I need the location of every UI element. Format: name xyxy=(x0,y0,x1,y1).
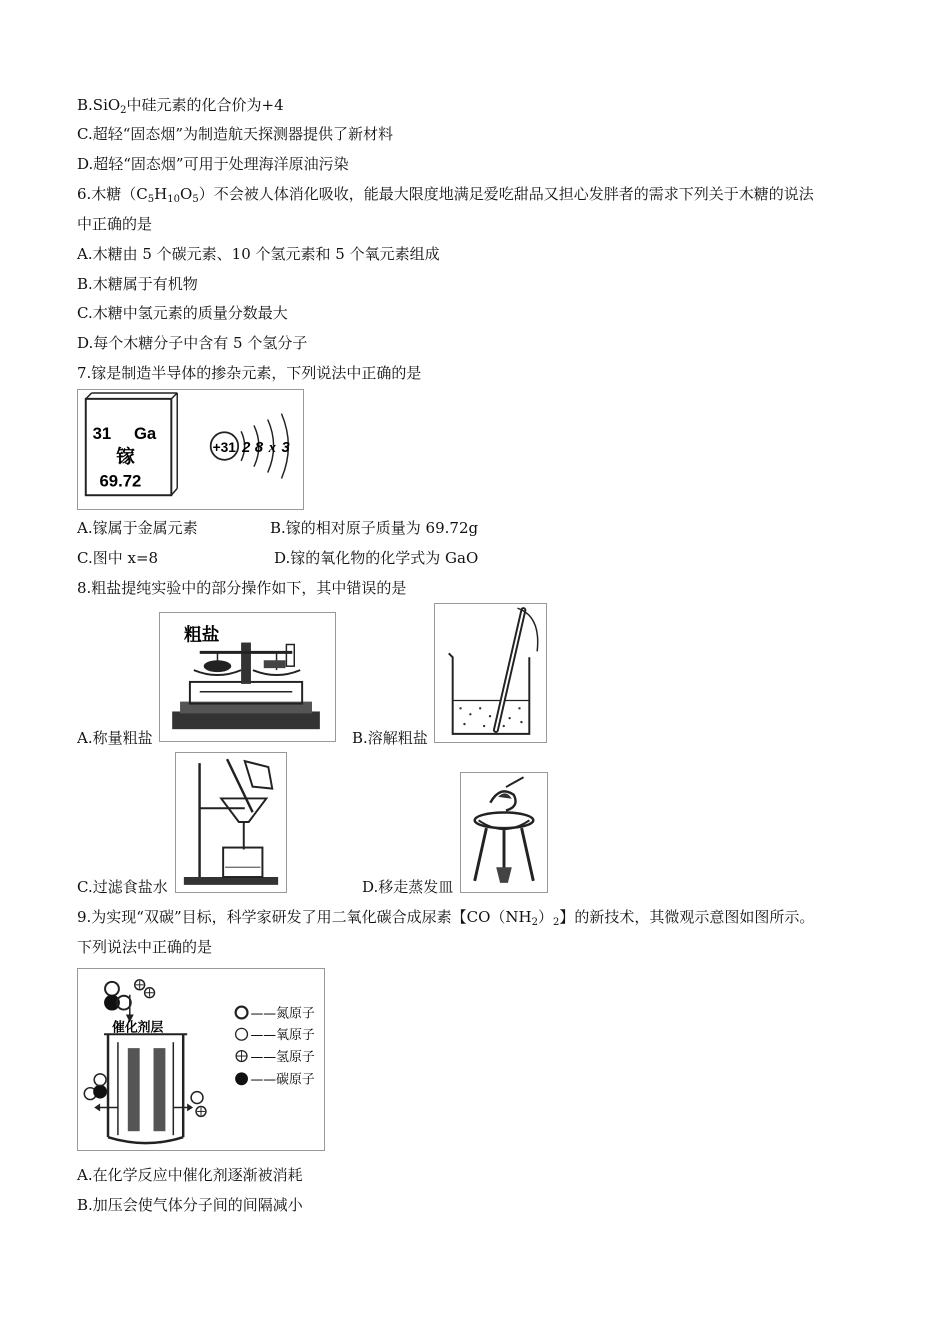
q7-stem: 7.镓是制造半导体的掺杂元素，下列说法中正确的是 xyxy=(77,364,422,382)
q9-stem-part: 9.为实现“双碳”目标，科学家研发了用二氧化碳合成尿素【CO（NH xyxy=(77,908,532,926)
balance-label: 粗盐 xyxy=(183,625,220,646)
q6-stem-part: ）不会被人体消化吸收，能最大限度地满足爱吃甜品又担心发胖者的需求下列关于木糖的说法 xyxy=(198,185,814,203)
q8-option-c: C.过滤食盐水 xyxy=(77,878,168,896)
q6-stem-part: 6.木糖（C xyxy=(77,185,148,203)
q6-stem-line2: 中正确的是 xyxy=(77,215,153,233)
q7-option-c: C.图中 x=8 xyxy=(77,549,159,567)
q5-option-b-text-end: 中硅元素的化合价为+4 xyxy=(126,96,284,114)
shell-electrons-1: 2 xyxy=(242,439,251,456)
q9-stem-part: 】的新技术，其微观示意图如图所示。 xyxy=(559,908,815,926)
catalyst-layer-label: 催化剂层 xyxy=(111,1020,164,1036)
element-symbol: Ga xyxy=(133,424,157,444)
q7-option-d: D.镓的氧化物的化学式为 GaO xyxy=(274,549,479,567)
element-name: 镓 xyxy=(116,446,135,468)
subscript: 2 xyxy=(120,105,127,116)
gallium-figure xyxy=(77,389,304,510)
q6-stem-part: O xyxy=(180,185,193,203)
q6-option-a: A.木糖由 5 个碳元素、10 个氢元素和 5 个氧元素组成 xyxy=(77,245,440,263)
q6-option-d: D.每个木糖分子中含有 5 个氢分子 xyxy=(77,334,308,352)
subscript: 2 xyxy=(531,917,539,928)
legend-carbon: ——碳原子 xyxy=(250,1072,315,1088)
q8-stem: 8.粗盐提纯实验中的部分操作如下，其中错误的是 xyxy=(77,579,407,597)
legend-oxygen: ——氧原子 xyxy=(250,1028,315,1044)
q6-stem-part: H xyxy=(154,185,168,203)
urea-synthesis-micro-diagram xyxy=(78,969,324,1150)
filtration-apparatus-diagram xyxy=(176,753,286,892)
q7-option-b: B.镓的相对原子质量为 69.72g xyxy=(270,519,479,537)
filtration-figure xyxy=(175,752,287,893)
subscript: 2 xyxy=(553,917,560,928)
shell-electrons-4: 3 xyxy=(281,439,290,456)
subscript: 5 xyxy=(147,194,155,205)
legend-hydrogen: ——氢原子 xyxy=(250,1049,315,1065)
q9-stem xyxy=(77,907,814,927)
gallium-element-card-and-atom-diagram xyxy=(78,390,303,509)
q5-option-c: C.超轻“固态烟”为制造航天探测器提供了新材料 xyxy=(77,125,394,143)
q8-option-b: B.溶解粗盐 xyxy=(352,729,428,747)
subscript: 10 xyxy=(167,194,180,205)
shell-electrons-2: 8 xyxy=(254,439,264,456)
dissolving-beaker-diagram xyxy=(435,604,546,742)
balance-figure xyxy=(159,612,336,742)
q6-option-b: B.木糖属于有机物 xyxy=(77,275,198,293)
legend-nitrogen: ——氮原子 xyxy=(250,1006,315,1022)
q6-stem xyxy=(77,184,814,204)
q5-option-d: D.超轻“固态烟”可用于处理海洋原油污染 xyxy=(77,155,349,173)
q9-stem-part: ） xyxy=(538,908,554,926)
q5-option-b-text: B.SiO xyxy=(77,96,121,114)
atomic-number: 31 xyxy=(92,424,112,444)
q8-option-d: D.移走蒸发皿 xyxy=(362,878,454,896)
evaporating-dish-diagram xyxy=(461,773,547,892)
atomic-mass: 69.72 xyxy=(99,471,142,491)
q8-option-a: A.称量粗盐 xyxy=(77,729,153,747)
q9-stem-line2: 下列说法中正确的是 xyxy=(77,938,213,956)
q9-option-b: B.加压会使气体分子间的间隔减小 xyxy=(77,1196,303,1214)
q7-option-a: A.镓属于金属元素 xyxy=(77,519,198,537)
balance-weighing-diagram xyxy=(160,613,335,741)
nucleus-charge: +31 xyxy=(212,439,236,455)
shell-electrons-3: x xyxy=(268,439,277,456)
beaker-figure xyxy=(434,603,547,743)
subscript: 5 xyxy=(192,194,199,205)
urea-synthesis-figure xyxy=(77,968,325,1151)
evaporation-figure xyxy=(460,772,548,893)
q5-option-b xyxy=(77,95,284,115)
q9-option-a: A.在化学反应中催化剂逐渐被消耗 xyxy=(77,1166,303,1184)
q6-option-c: C.木糖中氢元素的质量分数最大 xyxy=(77,304,288,322)
